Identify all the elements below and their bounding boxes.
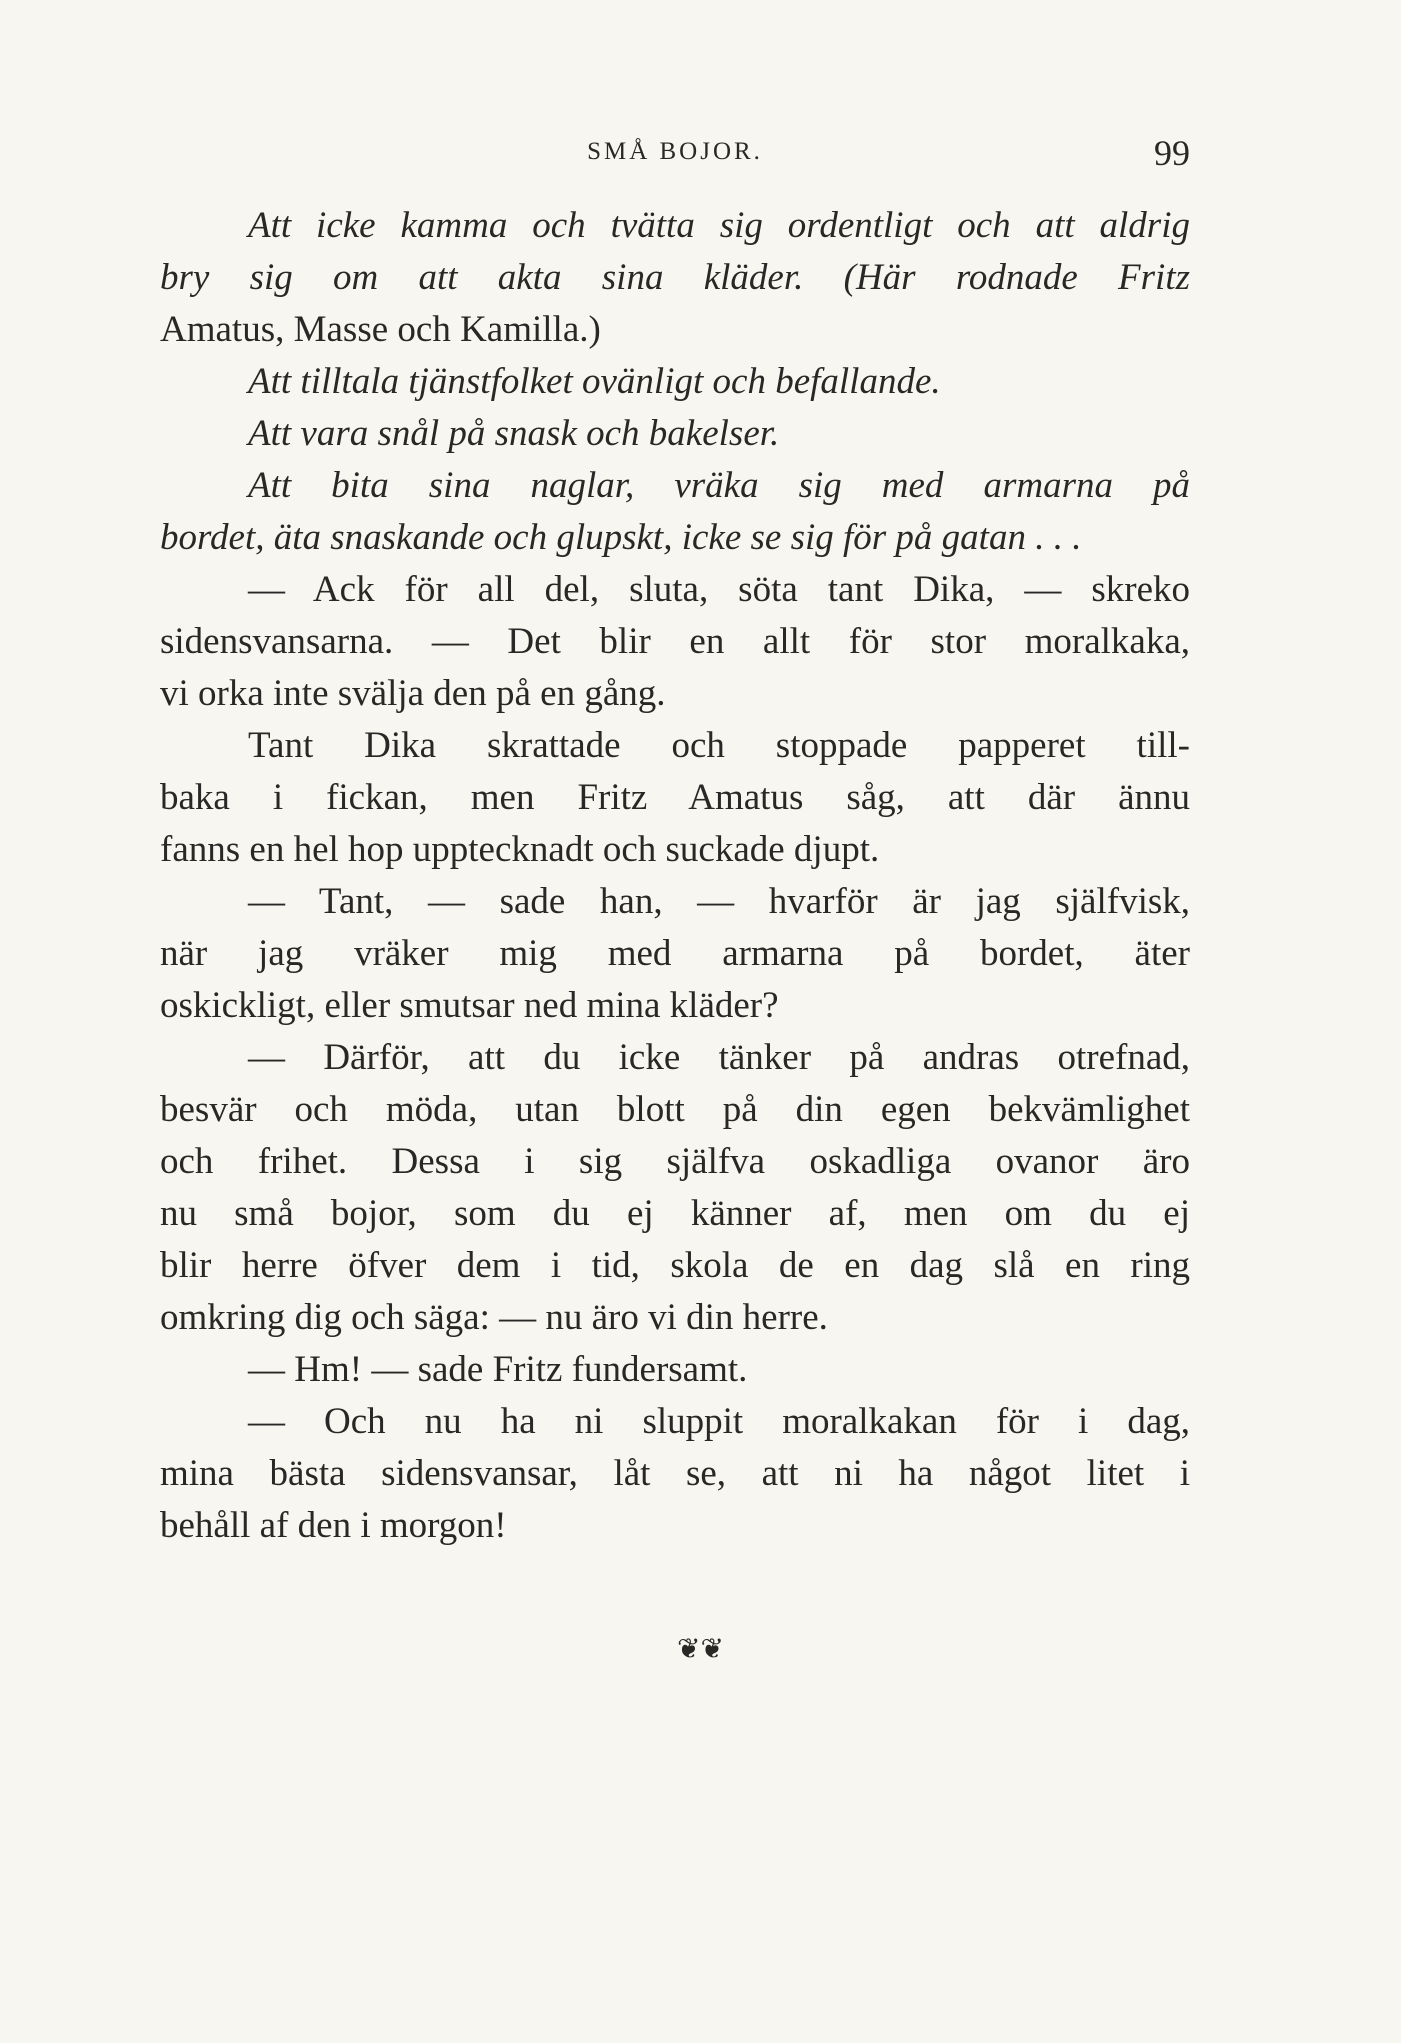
text-line: Tant Dika skrattade och stoppade papperet till- xyxy=(248,725,1190,766)
text-line: nu små bojor, som du ej känner af, men om du ej xyxy=(160,1193,1190,1234)
text-line: fanns en hel hop upptecknadt och suckade djupt. xyxy=(160,829,880,870)
text-line: när jag vräker mig med armarna på bordet, äter xyxy=(160,933,1190,974)
text-line: Att vara snål på snask och bakelser. xyxy=(248,413,780,454)
text-line: Att bita sina naglar, vräka sig med armarna på xyxy=(248,465,1190,506)
ornament-icon: ❦❦ xyxy=(677,1634,724,1665)
text-line: — Ack för all del, sluta, söta tant Dika, — skreko xyxy=(248,569,1190,610)
text-line: mina bästa sidensvansar, låt se, att ni ha något litet i xyxy=(160,1453,1190,1494)
text-line: Amatus, Masse och Kamilla.) xyxy=(160,309,601,350)
text-line: — Därför, att du icke tänker på andras otrefnad, xyxy=(248,1037,1190,1078)
text-line: — Hm! — sade Fritz fundersamt. xyxy=(248,1349,748,1390)
text-line: Att icke kamma och tvätta sig ordentligt och att aldrig xyxy=(248,205,1190,246)
text-line: sidensvansarna. — Det blir en allt för stor moralkaka, xyxy=(160,621,1190,662)
text-line: blir herre öfver dem i tid, skola de en dag slå en ring xyxy=(160,1245,1190,1286)
text-line: — Och nu ha ni sluppit moralkakan för i dag, xyxy=(248,1401,1190,1442)
text-line: bry sig om att akta sina kläder. (Här rodnade Fritz xyxy=(160,257,1190,298)
text-line: — Tant, — sade han, — hvarför är jag själfvisk, xyxy=(248,881,1190,922)
text-line: oskickligt, eller smutsar ned mina kläder? xyxy=(160,985,779,1026)
text-line: och frihet. Dessa i sig själfva oskadliga ovanor äro xyxy=(160,1141,1190,1182)
text-line: besvär och möda, utan blott på din egen bekvämlighet xyxy=(160,1089,1190,1130)
page-number: 99 xyxy=(1154,133,1190,173)
running-title: SMÅ BOJOR. xyxy=(587,138,763,165)
running-head xyxy=(160,132,1190,176)
text-line: omkring dig och säga: — nu äro vi din herre. xyxy=(160,1297,828,1338)
body-text xyxy=(160,200,1190,1552)
text-line: Att tilltala tjänstfolket ovänligt och befallande. xyxy=(248,361,941,402)
text-line: behåll af den i morgon! xyxy=(160,1505,507,1546)
text-line: baka i fickan, men Fritz Amatus såg, att där ännu xyxy=(160,777,1190,818)
text-line: vi orka inte svälja den på en gång. xyxy=(160,673,666,714)
text-line: bordet, äta snaskande och glupskt, icke se sig för på gatan . . . xyxy=(160,517,1082,558)
